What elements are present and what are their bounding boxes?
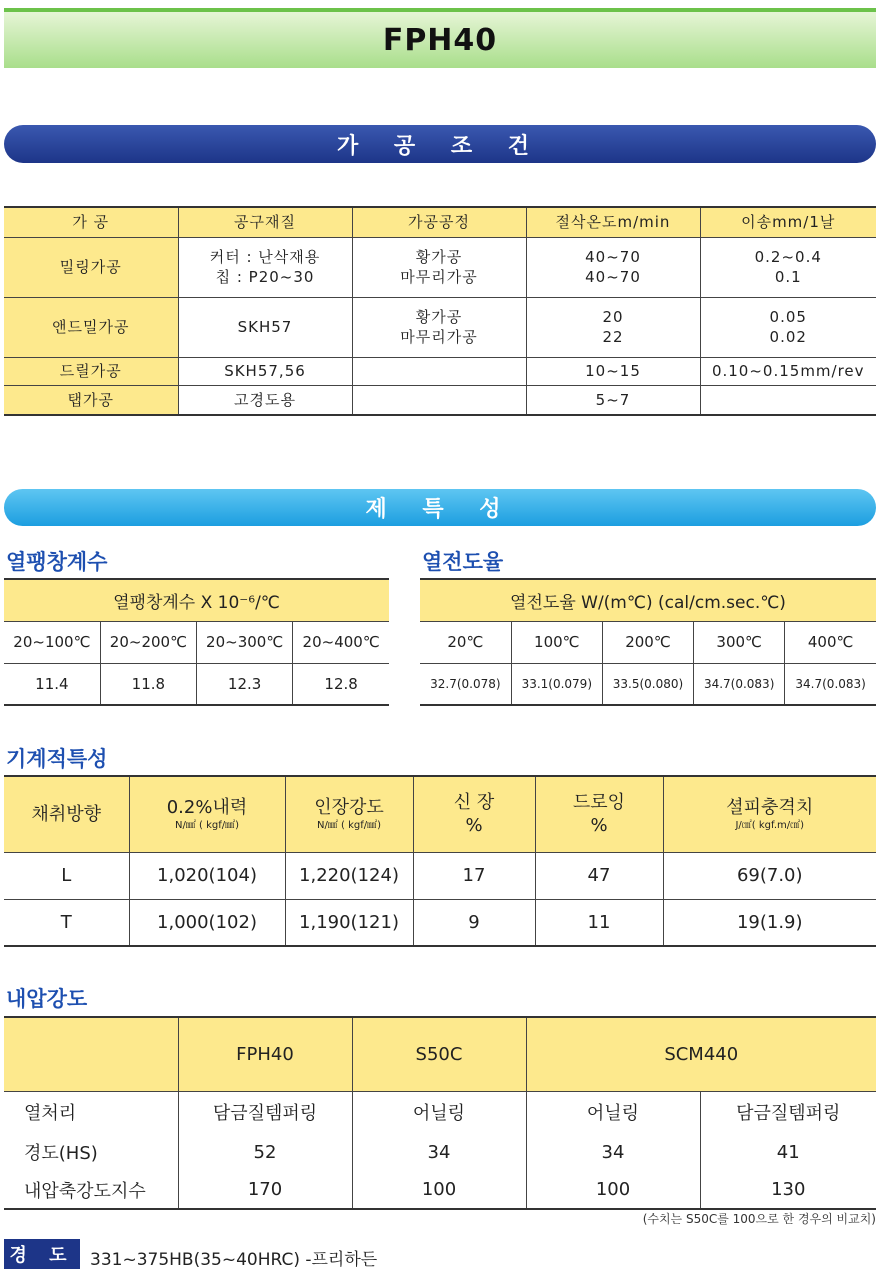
table-cell: 130 (700, 1171, 876, 1209)
header-cell: 가 공 (4, 207, 178, 237)
table-cell (352, 385, 526, 415)
table-cell: 담금질템퍼링 (700, 1091, 876, 1133)
table-cell: 9 (413, 899, 535, 946)
table-cell: 황가공 마무리가공 (352, 237, 526, 297)
conductivity-table (420, 578, 876, 706)
table-row (4, 621, 389, 663)
table-cell: 52 (178, 1133, 352, 1171)
table-row (4, 1171, 876, 1209)
table-cell: 33.1(0.079) (511, 663, 602, 705)
row-label: 열처리 (24, 1103, 77, 1125)
table-cell: 32.7(0.078) (420, 663, 511, 705)
table-cell: L (4, 852, 129, 899)
table-cell: 황가공 마무리가공 (352, 297, 526, 357)
table-cell: 0.10~0.15mm/rev (700, 357, 876, 385)
table-row (4, 237, 876, 297)
header-cell: S50C (352, 1017, 526, 1091)
table-cell: 100℃ (511, 621, 602, 663)
table-cell: 41 (700, 1133, 876, 1171)
table-cell: 어닐링 (352, 1091, 526, 1133)
table-cell: 34.7(0.083) (785, 663, 876, 705)
table-cell: 34.7(0.083) (694, 663, 785, 705)
table-cell: 1,190(121) (285, 899, 413, 946)
table-cell: 40~70 40~70 (526, 237, 700, 297)
table-cell: 300℃ (694, 621, 785, 663)
table-row (4, 385, 876, 415)
table-cell: 11.8 (100, 663, 196, 705)
header-cell (4, 1017, 178, 1091)
table-cell: 33.5(0.080) (602, 663, 693, 705)
table-cell: T (4, 899, 129, 946)
pressure-table (4, 1016, 876, 1210)
table-row (420, 621, 876, 663)
table-cell: 20~200℃ (100, 621, 196, 663)
table-cell: 11.4 (4, 663, 100, 705)
table-header-row (420, 579, 876, 621)
table-cell: 100 (526, 1171, 700, 1209)
row-label: 내압축강도지수 (4, 1171, 178, 1209)
table-row (4, 852, 876, 899)
table-cell: 0.2~0.4 0.1 (700, 237, 876, 297)
table-cell (352, 357, 526, 385)
table-cell: 200℃ (602, 621, 693, 663)
expansion-table (4, 578, 389, 706)
table-cell: 20~300℃ (197, 621, 293, 663)
table-cell: 0.05 0.02 (700, 297, 876, 357)
header-cell: SCM440 (526, 1017, 876, 1091)
hardness-text: 331~375HB(35~40HRC) -프리하든 (90, 1250, 378, 1270)
table-row (4, 899, 876, 946)
expansion-title: 열팽창계수 (6, 550, 108, 574)
hardness-badge: 경 도 (4, 1239, 80, 1269)
header-cell: 채취방향 (4, 776, 129, 852)
section-header-properties: 제 특 성 (4, 489, 876, 526)
header-cell: 이송mm/1날 (700, 207, 876, 237)
header-cell: 절삭온도m/min (526, 207, 700, 237)
table-cell: 어닐링 (526, 1091, 700, 1133)
table-cell: 34 (526, 1133, 700, 1171)
table-cell: 12.8 (293, 663, 389, 705)
table-header-row (4, 579, 389, 621)
table-row (4, 297, 876, 357)
row-label: 앤드밀가공 (4, 297, 178, 357)
table-cell: 20 22 (526, 297, 700, 357)
table-cell: 10~15 (526, 357, 700, 385)
table-row (420, 663, 876, 705)
table-cell: 400℃ (785, 621, 876, 663)
table-cell: 5~7 (526, 385, 700, 415)
table-cell: 170 (178, 1171, 352, 1209)
header-cell: 셜피충격치 J/㎠( kgf.m/㎠) (663, 776, 876, 852)
table-cell: 20~100℃ (4, 621, 100, 663)
table-cell: 담금질템퍼링 (178, 1091, 352, 1133)
table-header-row (4, 1017, 876, 1091)
table-header-row (4, 207, 876, 237)
header-cell: 열팽창계수 X 10⁻⁶/℃ (4, 579, 389, 621)
table-cell: 11 (535, 899, 663, 946)
table-cell: 12.3 (197, 663, 293, 705)
machining-table (4, 206, 876, 416)
header-cell: 0.2%내력 N/㎟ ( kgf/㎟) (129, 776, 285, 852)
row-label: 드릴가공 (4, 357, 178, 385)
table-cell (700, 385, 876, 415)
conductivity-title: 열전도율 (422, 550, 504, 574)
table-cell: 커터 : 난삭재용 칩 : P20~30 (178, 237, 352, 297)
section-header-machining: 가 공 조 건 (4, 125, 876, 163)
table-cell: 17 (413, 852, 535, 899)
table-cell: SKH57 (178, 297, 352, 357)
table-cell: SKH57,56 (178, 357, 352, 385)
table-cell: 47 (535, 852, 663, 899)
page-title: FPH40 (4, 8, 876, 68)
header-cell: 가공공정 (352, 207, 526, 237)
mechanical-table (4, 775, 876, 947)
header-cell: 열전도율 W/(m℃) (cal/cm.sec.℃) (420, 579, 876, 621)
row-label: 탭가공 (4, 385, 178, 415)
table-row (4, 1133, 876, 1171)
table-row (4, 357, 876, 385)
header-cell: 공구재질 (178, 207, 352, 237)
table-cell: 20℃ (420, 621, 511, 663)
row-label: 밀링가공 (4, 237, 178, 297)
table-row (4, 1091, 876, 1133)
header-cell: 신 장 % (413, 776, 535, 852)
table-cell: 고경도용 (178, 385, 352, 415)
table-cell: 1,220(124) (285, 852, 413, 899)
table-header-row (4, 776, 876, 852)
table-row (4, 663, 389, 705)
pressure-note: (수치는 S50C를 100으로 한 경우의 비교치) (642, 1212, 876, 1226)
table-cell: 1,000(102) (129, 899, 285, 946)
header-cell: 드로잉 % (535, 776, 663, 852)
table-cell: 1,020(104) (129, 852, 285, 899)
header-cell: FPH40 (178, 1017, 352, 1091)
table-cell: 69(7.0) (663, 852, 876, 899)
table-cell: 19(1.9) (663, 899, 876, 946)
pressure-title: 내압강도 (6, 987, 88, 1011)
table-cell: 100 (352, 1171, 526, 1209)
table-cell: 20~400℃ (293, 621, 389, 663)
table-cell: 34 (352, 1133, 526, 1171)
header-cell: 인장강도 N/㎟ ( kgf/㎟) (285, 776, 413, 852)
row-label: 경도(HS) (24, 1143, 98, 1164)
mechanical-title: 기계적특성 (6, 747, 108, 771)
